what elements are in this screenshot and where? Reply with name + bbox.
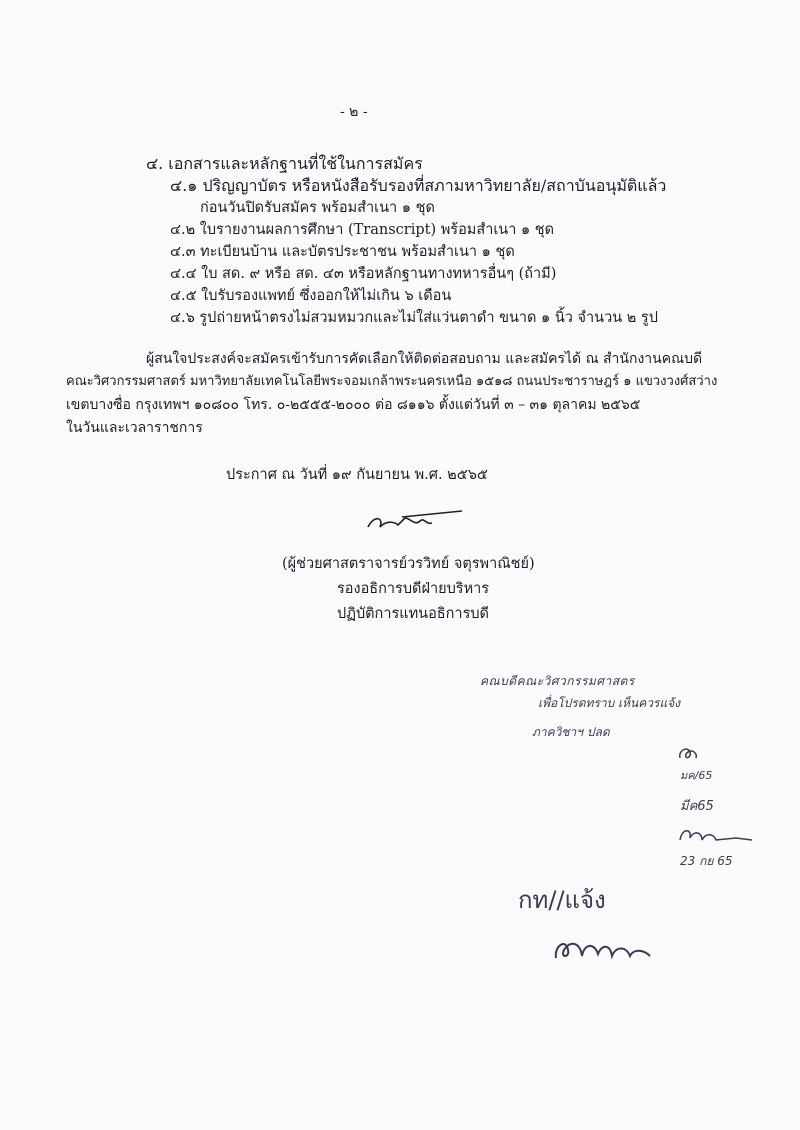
list-item: ๔.๒ ใบรายงานผลการศึกษา (Transcript) พร้อมสำเนา ๑ ชุด [170, 222, 555, 238]
signatory-name: (ผู้ช่วยศาสตราจารย์วรวิทย์ จตุรพาณิชย์) [282, 556, 535, 572]
paragraph-line: ในวันและเวลาราชการ [66, 420, 203, 436]
signature-image [362, 505, 472, 535]
list-item: ก่อนวันปิดรับสมัคร พร้อมสำเนา ๑ ชุด [200, 200, 435, 216]
page-number: - ๒ - [340, 104, 368, 120]
handwritten-signature [550, 928, 660, 968]
list-item: ๔.๔ ใบ สด. ๙ หรือ สด. ๔๓ หรือหลักฐานทางทหารอื่นๆ (ถ้ามี) [170, 266, 557, 282]
signatory-acting: ปฏิบัติการแทนอธิการบดี [337, 606, 489, 622]
handwritten-note: เพื่อโปรดทราบ เห็นควรแจ้ง [538, 696, 681, 710]
list-item: ๔.๑ ปริญญาบัตร หรือหนังสือรับรองที่สภามหาวิทยาลัย/สถาบันอนุมัติแล้ว [170, 176, 667, 195]
handwritten-note: มีค65 [680, 799, 714, 814]
handwritten-note: ภาควิชาฯ ปลด [532, 725, 610, 739]
handwritten-note: 23 กย 65 [680, 854, 733, 868]
list-item: ๔.๖ รูปถ่ายหน้าตรงไม่สวมหมวกและไม่ใส่แว่นตาดำ ขนาด ๑ นิ้ว จำนวน ๒ รูป [170, 310, 658, 326]
section-heading: ๔. เอกสารและหลักฐานที่ใช้ในการสมัคร [146, 154, 423, 173]
initials-mark [676, 822, 756, 850]
list-item: ๔.๓ ทะเบียนบ้าน และบัตรประชาชน พร้อมสำเนา ๑ ชุด [170, 244, 515, 260]
list-item: ๔.๕ ใบรับรองแพทย์ ซึ่งออกให้ไม่เกิน ๖ เดือน [170, 288, 452, 304]
paragraph-line: คณะวิศวกรรมศาสตร์ มหาวิทยาลัยเทคโนโลยีพระจอมเกล้าพระนครเหนือ ๑๕๑๘ ถนนประชาราษฎร์ ๑ แขวงวงศ์สว่าง [66, 374, 718, 389]
paragraph-line: เขตบางซื่อ กรุงเทพฯ ๑๐๘๐๐ โทร. ๐-๒๕๕๕-๒๐๐๐ ต่อ ๘๑๑๖ ตั้งแต่วันที่ ๓ – ๓๑ ตุลาคม ๒๕๖๕ [66, 397, 641, 413]
handwritten-note: คณบดีคณะวิศวกรรมศาสตร [480, 674, 635, 688]
signatory-position: รองอธิการบดีฝ่ายบริหาร [337, 581, 490, 597]
handwritten-note: มค/65 [680, 769, 713, 782]
paragraph-line: ผู้สนใจประสงค์จะสมัครเข้ารับการคัดเลือกให้ติดต่อสอบถาม และสมัครได้ ณ สำนักงานคณบดี [146, 351, 703, 367]
handwritten-note: กท//แจ้ง [518, 886, 606, 914]
announce-date: ประกาศ ณ วันที่ ๑๙ กันยายน พ.ศ. ๒๕๖๕ [226, 467, 488, 483]
